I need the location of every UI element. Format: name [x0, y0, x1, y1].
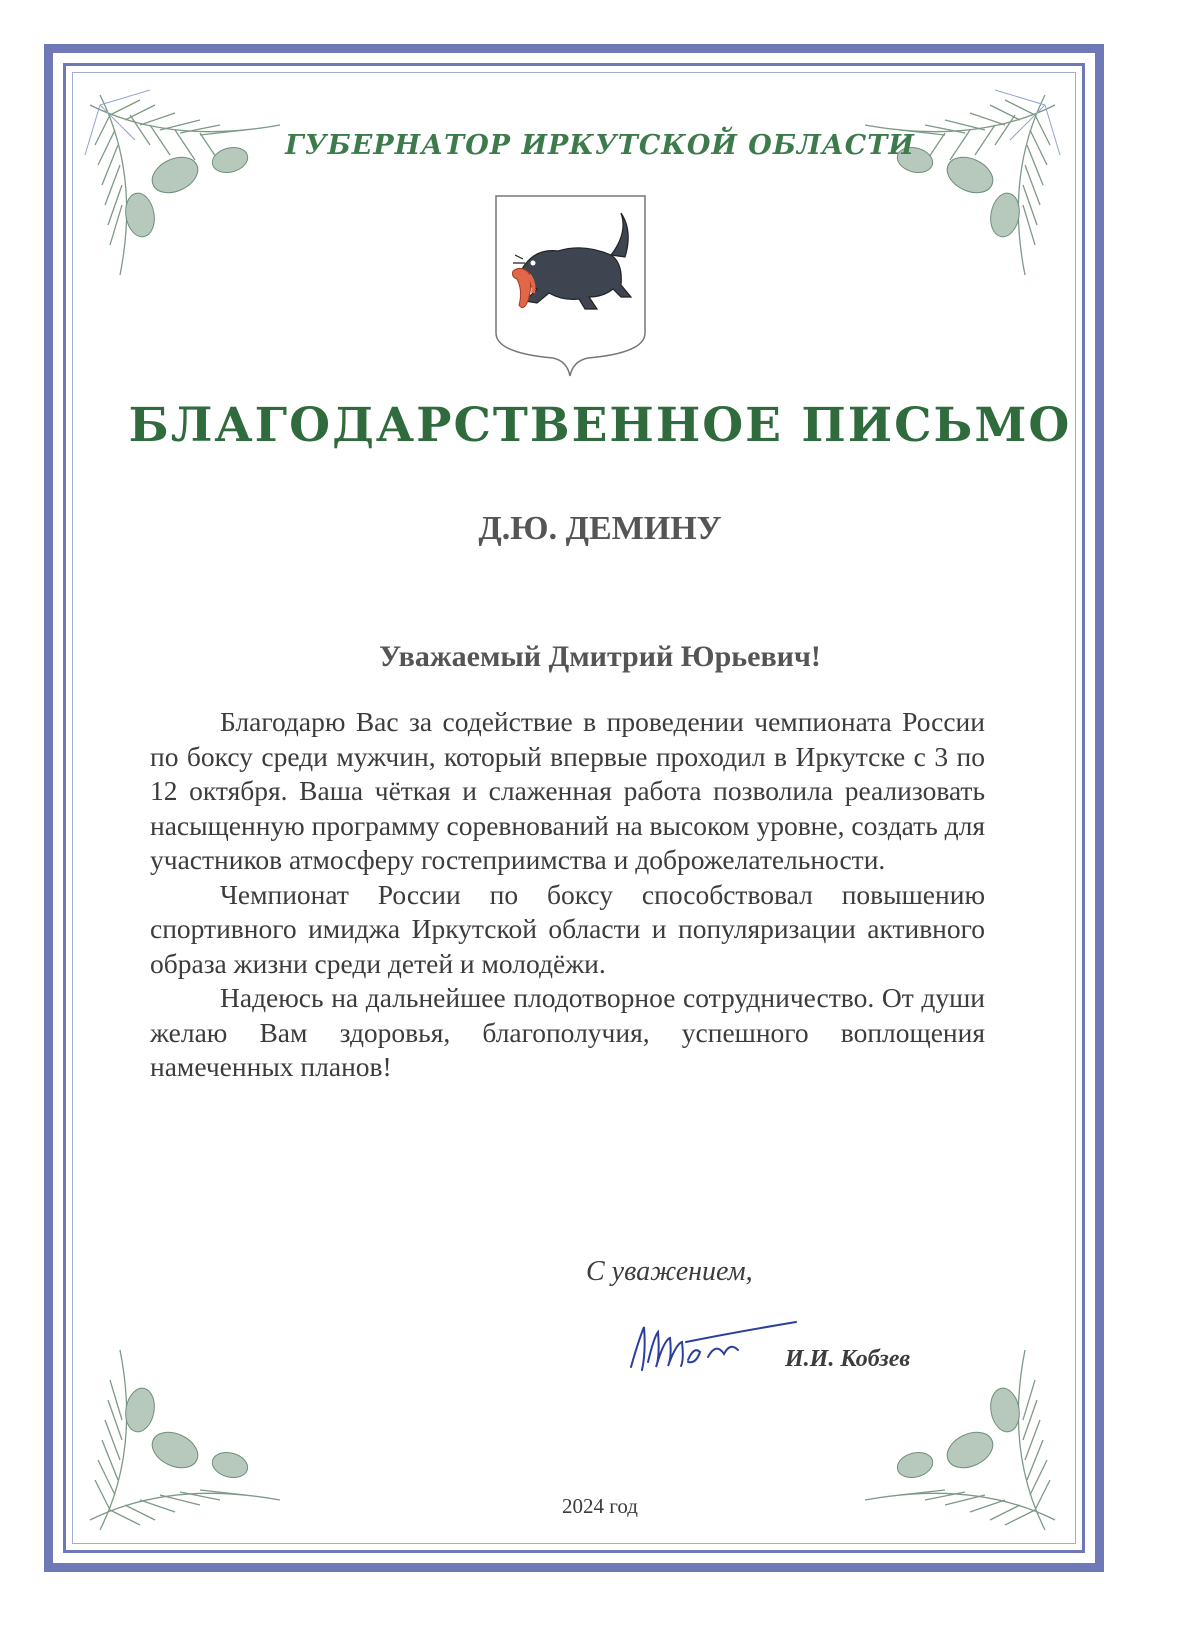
addressee: Д.Ю. ДЕМИНУ [478, 510, 722, 547]
issuer-heading: ГУБЕРНАТОР ИРКУТСКОЙ ОБЛАСТИ [285, 130, 915, 161]
closing-regards: С уважением, [586, 1256, 753, 1287]
letter-body [150, 705, 985, 1085]
issue-year: 2024 год [562, 1494, 638, 1518]
document-title: БЛАГОДАРСТВЕННОЕ ПИСЬМО [128, 398, 1072, 453]
babr-coat-of-arms-icon [493, 193, 648, 378]
body-paragraph: Благодарю Вас за содействие в проведении чемпионата России по боксу среди мужчин, который впервые проходил в Иркутске с 3 по 12 октября. Ваша чёткая и слаженная работа позволила реализовать насыщенную программу соревнований на высоком уровне, создать для участников атмосферу гостеприимства и доброжелательности. [150, 706, 985, 875]
body-paragraph: Чемпионат России по боксу способствовал повышению спортивного имиджа Иркутской области и популяризации активного образа жизни среди детей и молодёжи. [150, 878, 985, 979]
greeting: Уважаемый Дмитрий Юрьевич! [379, 640, 821, 673]
body-paragraph: Надеюсь на дальнейшее плодотворное сотрудничество. От души желаю Вам здоровья, благополучия, успешного воплощения намеченных планов! [150, 982, 985, 1082]
pine-branch-ornament-icon [80, 85, 320, 285]
signer-name: И.И. Кобзев [785, 1346, 911, 1372]
pine-branch-ornament-icon [825, 85, 1065, 285]
